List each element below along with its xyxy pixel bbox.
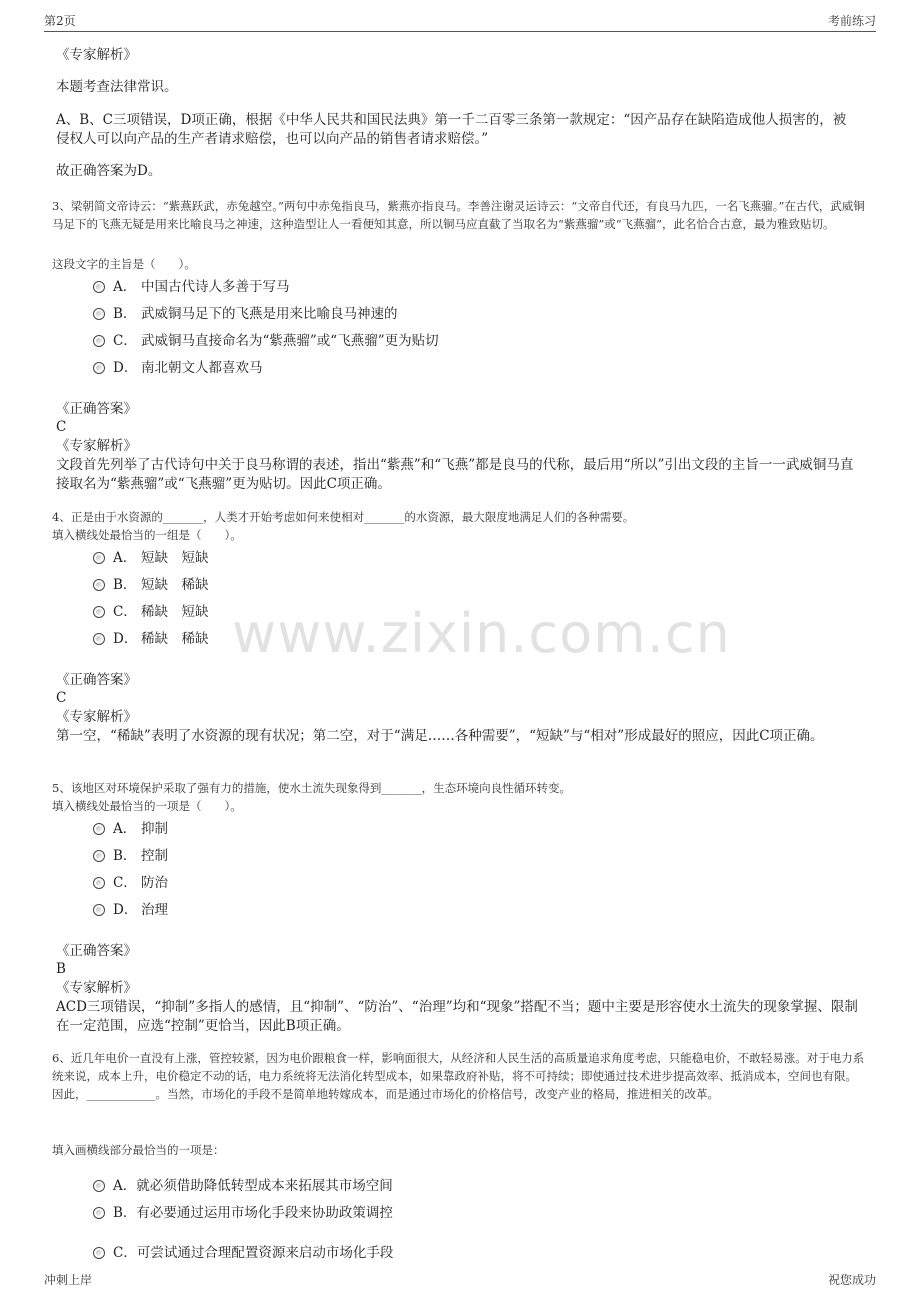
q5-option-b[interactable]: B． 控制 [93,846,168,866]
page-header [0,12,920,32]
page-number: 第2页 [44,14,76,28]
radio-icon[interactable] [93,1180,105,1192]
q3-answer: C [56,419,67,435]
radio-icon[interactable] [93,308,105,320]
q6-option-c[interactable]: C．可尝试通过合理配置资源来启动市场化手段 [93,1243,393,1263]
radio-icon[interactable] [93,850,105,862]
q4-answer: C [56,690,67,706]
footer-right-text: 祝您成功 [827,1273,876,1287]
q2-analysis-label: 《专家解析》 [56,47,137,63]
radio-icon[interactable] [93,1207,105,1219]
radio-icon[interactable] [93,362,105,374]
q5-ask: 填入横线处最恰当的一项是（ ）。 [52,799,242,813]
q3-option-a[interactable]: A． 中国古代诗人多善于写马 [93,277,290,297]
q5-analysis-label: 《专家解析》 [56,980,137,996]
q3-option-c[interactable]: C． 武威铜马直接命名为“紫燕骝”或“飞燕骝”更为贴切 [93,331,439,351]
radio-icon[interactable] [93,904,105,916]
q5-answer: B [56,961,66,977]
q2-analysis-intro: 本题考查法律常识。 [56,79,178,95]
q4-ask: 填入横线处最恰当的一组是（ ）。 [52,528,242,542]
q3-analysis-label: 《专家解析》 [56,438,137,454]
q5-stem: 5、该地区对环境保护采取了强有力的措施，使水土流失现象得到_______，生态环境向良性循环转变。 [52,781,572,795]
header-tag: 考前练习 [827,14,876,28]
q5-option-c[interactable]: C． 防治 [93,873,168,893]
q4-option-a[interactable]: A． 短缺 短缺 [93,548,209,568]
radio-icon[interactable] [93,1247,105,1259]
q3-option-d[interactable]: D． 南北朝文人都喜欢马 [93,358,263,378]
radio-icon[interactable] [93,335,105,347]
q2-analysis-body: A、B、C三项错误，D项正确，根据《中华人民共和国民法典》第一千二百零三条第一款规定：“因产品存在缺陷造成他人损害的，被侵权人可以向产品的生产者请求赔偿，也可以向产品的销售者请求赔偿。” [56,112,847,147]
watermark: www.zixin.com.cn [232,602,731,665]
radio-icon[interactable] [93,823,105,835]
q5-answer-label: 《正确答案》 [56,943,137,959]
q5-option-d[interactable]: D． 治理 [93,900,168,920]
q3-option-b[interactable]: B． 武威铜马足下的飞燕是用来比喻良马神速的 [93,304,398,324]
q4-analysis-label: 《专家解析》 [56,709,137,725]
header-divider [44,31,876,32]
q4-analysis: 第一空，“稀缺”表明了水资源的现有状况；第二空，对于“满足……各种需要”，“短缺”与“相对”形成最好的照应，因此C项正确。 [56,728,824,744]
footer-left-text: 冲刺上岸 [44,1273,93,1287]
q3-answer-label: 《正确答案》 [56,401,137,417]
q6-stem: 6、近几年电价一直没有上涨，管控较紧，因为电价跟粮食一样，影响面很大，从经济和人民生活的高质量追求角度考虑，只能稳电价，不敢轻易涨。对于电力系统来说，成本上升，电价稳定不动的话，电力系统将无法消化转型成本，如果靠政府补贴，将不可持续；即使通过技术进步提高效率、抵消成本，空间也有限。因此，____________。当然，市场化的手段不是简单地转嫁成本，而是通过市场化的价格信号，改变产业的格局，推进相关的改革。 [52,1051,865,1101]
radio-icon[interactable] [93,606,105,618]
radio-icon[interactable] [93,579,105,591]
q4-answer-label: 《正确答案》 [56,672,137,688]
q5-analysis: ACD三项错误，“抑制”多指人的感情，且“抑制”、“防治”、“治理”均和“现象”搭配不当；题中主要是形容使水土流失的现象掌握、限制在一定范围，应选“控制”更恰当，因此B项正确。 [56,999,858,1034]
q4-stem: 4、正是由于水资源的_______，人类才开始考虑如何来使相对_______的水资源，最大限度地满足人们的各种需要。 [52,510,635,524]
q6-ask: 填入画横线部分最恰当的一项是： [52,1143,225,1157]
radio-icon[interactable] [93,552,105,564]
q2-conclusion: 故正确答案为D。 [56,163,162,179]
radio-icon[interactable] [93,877,105,889]
q3-stem: 3、梁朝简文帝诗云：“紫燕跃武，赤兔越空。”两句中赤兔指良马，紫燕亦指良马。李善注谢灵运诗云：“文帝自代还，有良马九匹，一名飞燕骝。”在古代，武威铜马足下的飞燕无疑是用来比喻良马之神速，这种造型让人一看便知其意，所以铜马应直截了当取名为“紫燕骝”或“飞燕骝”，此名恰合古意，最为雅致贴切。 [52,199,865,231]
q6-option-a[interactable]: A．就必须借助降低转型成本来拓展其市场空间 [93,1176,393,1196]
q3-ask: 这段文字的主旨是（ ）。 [52,257,196,271]
q3-analysis: 文段首先列举了古代诗句中关于良马称谓的表述，指出“紫燕”和“飞燕”都是良马的代称，最后用“所以”引出文段的主旨一一武威铜马直接取名为“紫燕骝”或“飞燕骝”更为贴切。因此C项正确。 [56,457,854,492]
q4-option-d[interactable]: D． 稀缺 稀缺 [93,629,209,649]
radio-icon[interactable] [93,633,105,645]
q6-option-b[interactable]: B．有必要通过运用市场化手段来协助政策调控 [93,1203,393,1223]
q4-option-b[interactable]: B． 短缺 稀缺 [93,575,209,595]
page-footer [0,1271,920,1291]
q5-option-a[interactable]: A． 抑制 [93,819,168,839]
q4-option-c[interactable]: C． 稀缺 短缺 [93,602,209,622]
radio-icon[interactable] [93,281,105,293]
